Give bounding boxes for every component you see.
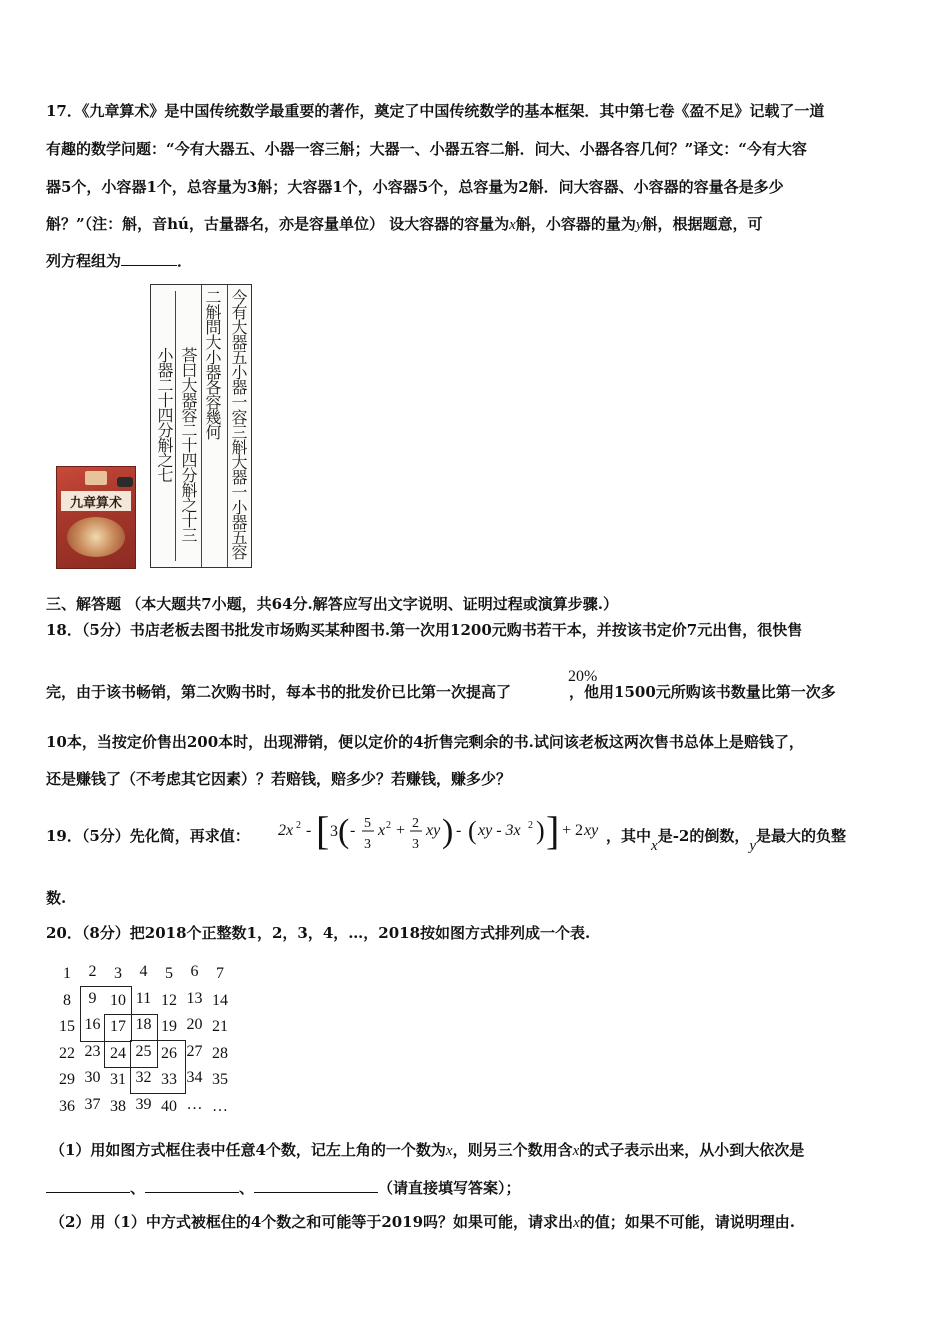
q17-line4c: 斛，根据题意，可 bbox=[642, 215, 763, 233]
svg-text:2: 2 bbox=[412, 816, 419, 831]
table-cell: 40 bbox=[161, 1097, 177, 1115]
table-cell: 1 bbox=[63, 965, 71, 982]
table-cell: 37 bbox=[84, 1095, 101, 1113]
q19-mid: ，其中 bbox=[606, 827, 652, 845]
table-cell: 15 bbox=[59, 1018, 75, 1035]
svg-text:-: - bbox=[306, 822, 312, 839]
q19-condition bbox=[606, 826, 906, 854]
q18-line2b: ，他用1500元所购该书数量比第一次多 bbox=[569, 683, 836, 701]
table-cell: 3 bbox=[114, 965, 122, 982]
book-tag-icon bbox=[117, 477, 133, 487]
svg-text:xy: xy bbox=[426, 822, 441, 839]
svg-text:2: 2 bbox=[528, 820, 533, 831]
q17-line3: 器5个，小容器1个，总容量为3斛；大容器1个，小容器5个，总容量为2斛．问大容器、小容器的容量各是多少 bbox=[46, 178, 784, 196]
q17-line5-end: ． bbox=[177, 252, 193, 270]
table-cell: 4 bbox=[139, 963, 148, 980]
table-cell: 35 bbox=[212, 1071, 228, 1088]
svg-text:-: - bbox=[350, 822, 356, 839]
table-cell: 39 bbox=[135, 1095, 152, 1113]
book-badge-icon bbox=[85, 471, 107, 485]
scroll-col-4: 小器二十四分斛之七 bbox=[155, 347, 174, 482]
table-cell: 20 bbox=[186, 1016, 203, 1033]
table-cell: 38 bbox=[110, 1097, 126, 1115]
svg-text:3: 3 bbox=[412, 837, 419, 852]
scroll-col-3: 荅曰大器容二十四分斛之十三 bbox=[179, 347, 198, 542]
q20-part1c: 的式子表示出来，从小到大依次是 bbox=[579, 1141, 805, 1159]
svg-text:2: 2 bbox=[386, 820, 391, 831]
table-cell: 11 bbox=[135, 989, 152, 1007]
table-cell: 21 bbox=[212, 1018, 228, 1035]
svg-text:+: + bbox=[396, 822, 406, 839]
q19-cond-x: 是-2的倒数， bbox=[657, 827, 750, 845]
frame-box-3 bbox=[130, 1040, 186, 1094]
var-x: x bbox=[572, 1143, 580, 1159]
table-cell: 16 bbox=[84, 1016, 101, 1033]
svg-text:+ 2: + 2 bbox=[562, 822, 584, 839]
svg-text:): ) bbox=[536, 816, 545, 845]
var-y: y bbox=[749, 838, 757, 854]
table-cell: 6 bbox=[190, 963, 199, 980]
q19-expression bbox=[276, 806, 606, 858]
answer-blank-3 bbox=[254, 1178, 378, 1193]
table-cell: 8 bbox=[63, 991, 71, 1009]
table-cell: 19 bbox=[161, 1018, 177, 1035]
q18-percent: 20% bbox=[568, 668, 598, 685]
table-cell: 36 bbox=[59, 1097, 75, 1115]
table-cell: 13 bbox=[186, 989, 203, 1007]
svg-text:xy - 3x: xy - 3x bbox=[478, 822, 521, 839]
answer-blank bbox=[121, 251, 177, 266]
table-cell: 18 bbox=[135, 1016, 152, 1033]
svg-text:): ) bbox=[442, 813, 454, 850]
scroll-rule-3 bbox=[175, 291, 176, 561]
book-disc-pattern bbox=[67, 517, 125, 557]
scroll-col-1: 今有大器五小器一容三斛大器一小器五容 bbox=[229, 289, 248, 559]
q19-end: 数. bbox=[46, 889, 67, 907]
q19-prefix: 19．（5分）先化简，再求值： bbox=[46, 827, 250, 845]
q17-line2: 有趣的数学问题：“今有大器五、小器一容三斛；大器一、小器五容二斛．问大、小器各容几何？”译文：“今有大容 bbox=[46, 140, 807, 158]
var-x: x bbox=[573, 1215, 580, 1231]
table-cell: … bbox=[212, 1097, 228, 1115]
number-table bbox=[56, 960, 246, 1120]
var-x: x bbox=[445, 1143, 453, 1159]
sep-2: 、 bbox=[239, 1179, 255, 1197]
q18-line2 bbox=[46, 682, 908, 702]
svg-text:(: ( bbox=[468, 816, 477, 845]
table-cell: 29 bbox=[59, 1071, 75, 1088]
table-cell: 33 bbox=[161, 1071, 177, 1088]
svg-text:2x: 2x bbox=[278, 822, 294, 839]
table-cell: 12 bbox=[161, 991, 177, 1009]
table-cell: 31 bbox=[110, 1071, 126, 1088]
table-cell: 23 bbox=[84, 1042, 101, 1060]
q17-line5-text: 列方程组为 bbox=[46, 252, 122, 270]
q18-line1: 18．（5分）书店老板去图书批发市场购买某种图书.第一次用1200元购书若干本，并按该书定价7元出售，很快售 bbox=[46, 621, 803, 639]
answer-blank-2 bbox=[145, 1178, 239, 1193]
q20-part1 bbox=[50, 1140, 912, 1161]
scroll-col-2: 二斛問大小器各容幾何 bbox=[203, 289, 222, 439]
q17-line4b: 斛，小容器的量为 bbox=[515, 215, 636, 233]
q17-line1: 17．《九章算术》是中国传统数学最重要的著作，奠定了中国传统数学的基本框架．其中第七卷《盈不足》记载了一道 bbox=[46, 102, 825, 120]
svg-text:[: [ bbox=[316, 808, 330, 853]
q20-answer-line bbox=[46, 1178, 908, 1198]
var-x: x bbox=[651, 838, 658, 854]
q20-part1-end: （请直接填写答案）； bbox=[378, 1179, 521, 1197]
q17-line4 bbox=[46, 214, 908, 235]
svg-text:]: ] bbox=[546, 808, 560, 853]
q20-part1a: （1）用如图方式框住表中任意4个数，记左上角的一个数为 bbox=[50, 1141, 446, 1159]
table-cell: 7 bbox=[216, 965, 224, 982]
sep-1: 、 bbox=[130, 1179, 146, 1197]
table-cell: 32 bbox=[135, 1069, 152, 1086]
q20-part2a: （2）用（1）中方式被框住的4个数之和可能等于2019吗？如果可能，请求出 bbox=[50, 1213, 574, 1231]
q20-part2 bbox=[50, 1212, 912, 1233]
table-cell: 27 bbox=[186, 1042, 203, 1060]
answer-blank-1 bbox=[46, 1178, 130, 1193]
section-3-heading: 三、解答题 （本大题共7小题，共64分.解答应写出文字说明、证明过程或演算步骤.） bbox=[46, 595, 618, 613]
table-cell: 10 bbox=[110, 991, 126, 1009]
q17-line5 bbox=[46, 251, 908, 271]
table-cell: 5 bbox=[165, 965, 173, 982]
svg-text:5: 5 bbox=[364, 816, 371, 831]
q20-part2b: 的值；如果不可能，请说明理由. bbox=[579, 1213, 795, 1231]
table-cell: … bbox=[186, 1095, 203, 1113]
q20-part1b: ，则另三个数用含 bbox=[452, 1141, 573, 1159]
scroll-rule-1 bbox=[227, 285, 228, 567]
book-title: 九章算术 bbox=[69, 496, 122, 511]
table-cell: 9 bbox=[88, 989, 97, 1007]
book-cover-image bbox=[56, 466, 136, 569]
q17-line4a: 斛？”（注：斛，音hú，古量器名，亦是容量单位） 设大容器的容量为 bbox=[46, 215, 510, 233]
table-cell: 26 bbox=[161, 1044, 177, 1062]
q18-line3: 10本，当按定价售出200本时，出现滞销，便以定价的4折售完剩余的书.试问该老板这两次售书总体上是赔钱了， bbox=[46, 733, 804, 751]
table-cell: 2 bbox=[88, 963, 97, 980]
svg-text:3: 3 bbox=[330, 823, 338, 840]
svg-text:xy: xy bbox=[584, 822, 599, 839]
table-cell: 28 bbox=[212, 1044, 228, 1062]
table-cell: 25 bbox=[135, 1042, 152, 1060]
svg-text:-: - bbox=[456, 822, 462, 839]
table-cell: 17 bbox=[110, 1018, 126, 1035]
table-cell: 34 bbox=[186, 1069, 203, 1086]
var-x: x bbox=[509, 217, 516, 233]
table-cell: 14 bbox=[212, 991, 228, 1009]
table-cell: 30 bbox=[84, 1069, 101, 1086]
svg-text:(: ( bbox=[338, 813, 350, 850]
svg-text:3: 3 bbox=[364, 837, 371, 852]
svg-text:2: 2 bbox=[296, 820, 301, 831]
q18-line2a: 完，由于该书畅销，第二次购书时，每本书的批发价已比第一次提高了 bbox=[46, 683, 512, 701]
table-cell: 22 bbox=[59, 1044, 75, 1062]
q20-line1: 20．（8分）把2018个正整数1，2，3，4，…，2018按如图方式排列成一个表. bbox=[46, 924, 591, 942]
classical-text-scroll bbox=[150, 284, 252, 568]
svg-text:x: x bbox=[378, 822, 386, 839]
q19-cond-y: 是最大的负整 bbox=[756, 827, 847, 845]
table-cell: 24 bbox=[110, 1044, 126, 1062]
q18-line4: 还是赚钱了（不考虑其它因素）？若赔钱，赔多少？若赚钱，赚多少？ bbox=[46, 770, 512, 788]
var-y: y bbox=[635, 217, 643, 233]
scroll-rule-2 bbox=[201, 285, 202, 567]
